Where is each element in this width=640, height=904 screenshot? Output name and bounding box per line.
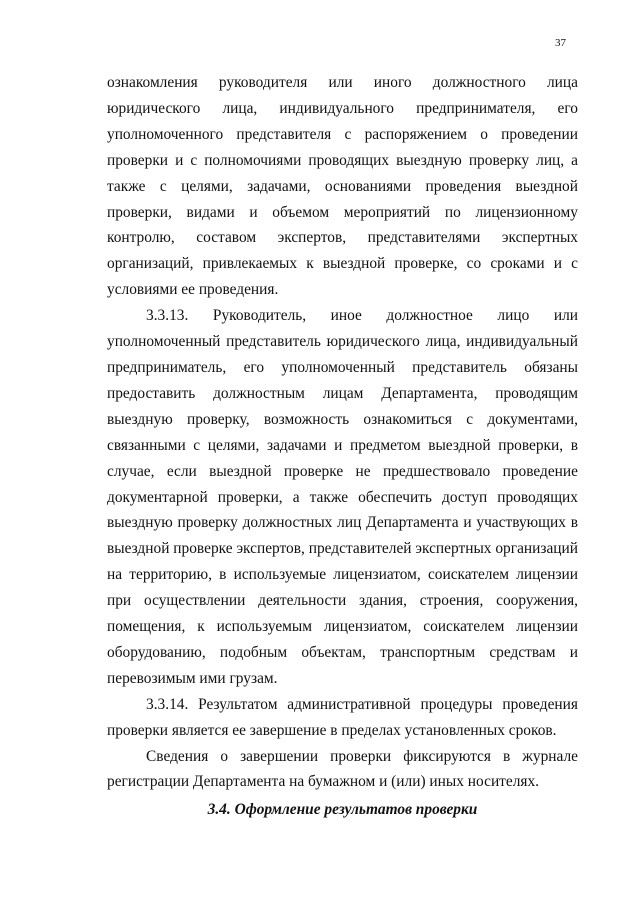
paragraph-continuation <box>107 70 578 303</box>
paragraph-completion-record <box>107 744 578 796</box>
paragraph-text: Результатом административной процедуры проведения проверки является ее завершение в пределах установленных сроков. <box>107 695 578 739</box>
paragraph-3-3-13 <box>107 303 578 692</box>
paragraph-3-3-14 <box>107 692 578 744</box>
paragraph-text: ознакомления руководителя или иного должностного лица юридического лица, индивидуального предпринимателя, его уполномоченного представителя с распоряжением о проведении проверки и с полномочиями проводящих выездную проверку лиц, а также с целями, задачами, основаниями проведения выездной проверки, видами и объемом мероприятий по лицензионному контролю, составом экспертов, представителями экспертных организаций, привлекаемых к выездной проверке, со сроками и с условиями ее проведения. <box>107 74 578 299</box>
document-body <box>107 70 578 795</box>
section-heading: 3.4. Оформление результатов проверки <box>207 801 478 818</box>
page-number: 37 <box>555 37 566 49</box>
paragraph-number: 3.3.14. <box>146 695 189 713</box>
paragraph-text: Руководитель, иное должностное лицо или уполномоченный представитель юридического лица, индивидуальный предприниматель, его уполномоченный представитель обязаны предоставить должностным лицам Департамента, проводящим выездную проверку, возможность ознакомиться с документами, связанными с целями, задачами и предметом выездной проверки, в случае, если выездной проверке не предшествовало проведение документарной проверки, а также обеспечить доступ проводящих выездную проверку должностных лиц Департамента и участвующих в выездной проверке экспертов, представителей экспертных организаций на территорию, в используемые лицензиатом, соискателем лицензии при осуществлении деятельности здания, строения, сооружения, помещения, к используемым лицензиатом, соискателем лицензии оборудованию, подобным объектам, транспортным средствам и перевозимым ими грузам. <box>107 307 578 687</box>
paragraph-text: Сведения о завершении проверки фиксируются в журнале регистрации Департамента на бумажном и (или) иных носителях. <box>107 747 578 791</box>
paragraph-number: 3.3.13. <box>146 307 189 325</box>
